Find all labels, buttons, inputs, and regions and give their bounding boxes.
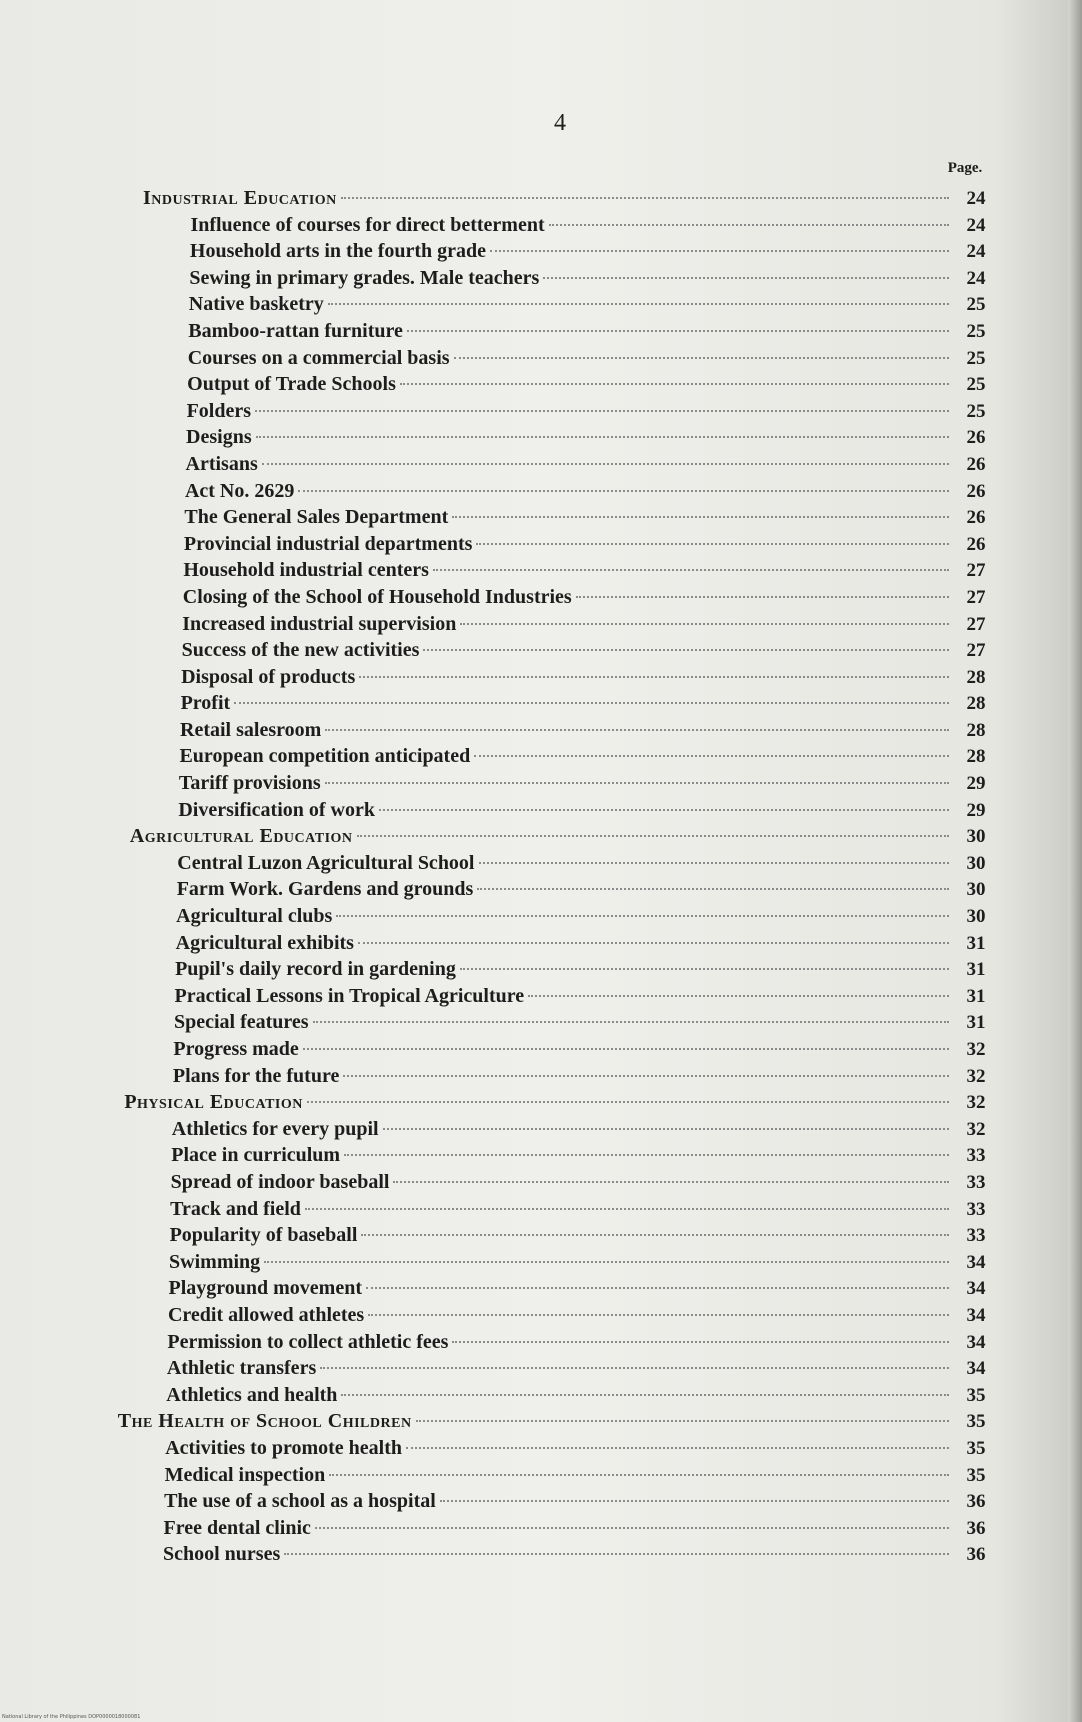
dot-leader [320, 1367, 949, 1369]
toc-entry-row [115, 613, 995, 640]
toc-page-number: 27 [966, 560, 986, 582]
dot-leader [407, 330, 949, 332]
toc-entry-title: Spread of indoor baseball [170, 1170, 390, 1193]
toc-entry-title: Special features [173, 1011, 309, 1034]
dot-leader [400, 383, 949, 385]
dot-leader [477, 888, 949, 890]
dot-leader [361, 1234, 949, 1236]
toc-entry-row [115, 719, 995, 746]
toc-entry-title: Provincial industrial departments [183, 532, 473, 555]
toc-entry-row [115, 1517, 995, 1544]
toc-page-number: 24 [966, 267, 986, 289]
toc-section-title: Agricultural Education [129, 825, 353, 848]
toc-entry-title: Folders [186, 399, 252, 422]
toc-entry-title: Medical inspection [164, 1463, 326, 1486]
toc-entry-row [115, 1224, 995, 1251]
toc-page-number: 30 [966, 852, 986, 874]
toc-entry-row [115, 878, 995, 905]
dot-leader [329, 1474, 949, 1476]
toc-page-number: 26 [966, 507, 986, 529]
dot-leader [307, 1101, 949, 1103]
toc-entry-title: Increased industrial supervision [182, 612, 457, 635]
toc-page-number: 24 [966, 188, 986, 209]
toc-page-number: 25 [966, 347, 986, 369]
dot-leader [325, 782, 949, 784]
toc-entry-title: Success of the new activities [181, 639, 420, 662]
toc-entry-title: Diversification of work [178, 798, 375, 821]
toc-page-number: 32 [966, 1118, 986, 1140]
toc-entry-title: Place in curriculum [171, 1144, 341, 1167]
toc-entry-title: Designs [186, 426, 252, 449]
toc-entry-title: Central Luzon Agricultural School [177, 851, 475, 874]
toc-page-number: 30 [966, 826, 986, 848]
dot-leader [284, 1553, 949, 1555]
toc-page-number: 33 [966, 1198, 986, 1220]
toc-entry-title: Athletic transfers [166, 1357, 317, 1380]
toc-page-number: 31 [966, 959, 986, 981]
page-column-header: Page. [947, 160, 983, 176]
toc-page-number: 26 [966, 480, 986, 502]
dot-leader [474, 755, 949, 757]
toc-page-number: 27 [966, 640, 986, 662]
dot-leader [368, 1314, 949, 1316]
toc-page-number: 32 [966, 1092, 986, 1114]
toc-page-number: 35 [966, 1384, 986, 1406]
toc-entry-row [115, 1464, 995, 1491]
toc-entry-title: Household industrial centers [183, 559, 429, 582]
toc-entry-title: Bamboo-rattan furniture [188, 319, 403, 342]
toc-entry-row [115, 985, 995, 1012]
toc-entry-title: Tariff provisions [178, 772, 321, 795]
dot-leader [234, 702, 949, 704]
toc-page-number: 29 [966, 799, 986, 821]
toc-entry-row [115, 1144, 995, 1171]
toc-page-number: 35 [966, 1437, 986, 1459]
dot-leader [423, 649, 949, 651]
toc-page-number: 26 [966, 453, 986, 475]
toc-section-row [115, 1410, 995, 1437]
toc-entry-title: The use of a school as a hospital [164, 1490, 436, 1513]
toc-page-number: 25 [966, 400, 986, 422]
dot-leader [406, 1447, 949, 1449]
toc-page-number: 36 [966, 1544, 986, 1566]
toc-entry-title: Pupil's daily record in gardening [175, 958, 456, 981]
dot-leader [490, 250, 949, 252]
toc-page-number: 31 [966, 932, 986, 954]
dot-leader [303, 1048, 949, 1050]
toc-entry-row [115, 293, 995, 320]
toc-page-number: 29 [966, 773, 986, 795]
toc-page-number: 31 [966, 985, 986, 1007]
toc-entry-row [115, 745, 995, 772]
toc-entry-row [115, 586, 995, 613]
toc-entry-title: Credit allowed athletes [167, 1303, 365, 1326]
toc-entry-row [115, 453, 995, 480]
toc-section-title: The Health of School Children [117, 1410, 412, 1433]
toc-entry-row [115, 1304, 995, 1331]
dot-leader [460, 623, 949, 625]
dot-leader [313, 1021, 949, 1023]
dot-leader [452, 516, 949, 518]
dot-leader [341, 1394, 949, 1396]
dot-leader [255, 410, 949, 412]
toc-entry-title: Retail salesroom [180, 718, 322, 741]
toc-page-number: 36 [966, 1517, 986, 1539]
toc-page-number: 33 [966, 1225, 986, 1247]
dot-leader [341, 197, 949, 199]
toc-entry-row [115, 1490, 995, 1517]
toc-entry-title: The General Sales Department [184, 506, 449, 529]
toc-entry-title: Plans for the future [172, 1064, 340, 1087]
toc-entry-row [115, 1543, 995, 1570]
dot-leader [460, 968, 949, 970]
toc-page-number: 26 [966, 533, 986, 555]
dot-leader [528, 995, 949, 997]
dot-leader [452, 1341, 949, 1343]
dot-leader [357, 835, 949, 837]
dot-leader [543, 277, 949, 279]
toc-entry-title: Athletics for every pupil [171, 1117, 379, 1140]
toc-page-number: 25 [966, 320, 986, 342]
toc-entry-title: Activities to promote health [165, 1436, 402, 1459]
dot-leader [379, 809, 949, 811]
toc-entry-row [115, 506, 995, 533]
toc-entry-row [115, 799, 995, 826]
toc-page-number: 27 [966, 613, 986, 635]
toc-page-number: 34 [966, 1304, 986, 1326]
toc-entry-row [115, 1011, 995, 1038]
toc-page-number: 26 [966, 427, 986, 449]
toc-section-row [115, 825, 995, 852]
toc-page-number: 34 [966, 1251, 986, 1273]
toc-page-number: 32 [966, 1065, 986, 1087]
toc-entry-title: Artisans [185, 452, 258, 475]
dot-leader [416, 1420, 949, 1422]
toc-page-number: 33 [966, 1145, 986, 1167]
toc-page-number: 30 [966, 879, 986, 901]
toc-page-number: 24 [966, 214, 986, 236]
dot-leader [262, 463, 949, 465]
toc-entry-row [115, 1198, 995, 1225]
toc-page-number: 28 [966, 719, 986, 741]
toc-page-number: 32 [966, 1039, 986, 1060]
toc-entry-title: Swimming [169, 1250, 261, 1273]
dot-leader [298, 490, 949, 492]
toc-entry-title: Progress made [173, 1038, 299, 1060]
toc-entry-title: Output of Trade Schools [187, 373, 396, 396]
dot-leader [479, 862, 950, 864]
toc-entry-title: Profit [180, 692, 231, 715]
toc-entry-row [115, 1357, 995, 1384]
toc-page-number: 24 [966, 241, 986, 263]
toc-entry-title: Influence of courses for direct betterment [190, 213, 545, 236]
toc-entry-title: Disposal of products [181, 665, 356, 688]
toc-page-number: 33 [966, 1171, 986, 1193]
toc-entry-row [115, 852, 995, 879]
toc-page-number: 36 [966, 1491, 986, 1513]
toc-entry-title: Closing of the School of Household Industries [182, 585, 572, 608]
toc-entry-title: Permission to collect athletic fees [167, 1330, 449, 1353]
toc-page-number: 25 [966, 374, 986, 396]
toc-entry-row [115, 240, 995, 267]
toc-page-number: 30 [966, 906, 986, 928]
toc-entry-row [115, 1038, 995, 1065]
toc-entry-row [115, 639, 995, 666]
toc-entry-row [115, 426, 995, 453]
dot-leader [264, 1261, 949, 1263]
dot-leader [305, 1208, 949, 1210]
toc-section-row [115, 1091, 995, 1118]
toc-page-number: 34 [966, 1331, 986, 1353]
dot-leader [433, 569, 949, 571]
dot-leader [343, 1075, 949, 1077]
toc-entry-row [115, 559, 995, 586]
toc-entry-row [115, 772, 995, 799]
dot-leader [383, 1128, 949, 1130]
toc-entry-title: Agricultural exhibits [175, 931, 354, 954]
toc-entry-title: European competition anticipated [179, 745, 471, 768]
toc-page-number: 25 [966, 294, 986, 316]
toc-entry-row [115, 533, 995, 560]
toc-page-number: 34 [966, 1358, 986, 1380]
toc-entry-title: Playground movement [168, 1277, 362, 1300]
toc-entry-title: School nurses [163, 1543, 281, 1566]
toc-entry-row [115, 1384, 995, 1411]
toc-entry-row [115, 958, 995, 985]
toc-page-number: 31 [966, 1012, 986, 1034]
toc-section-row [115, 187, 995, 214]
toc-entry-title: Practical Lessons in Tropical Agriculture [174, 984, 525, 1007]
dot-leader [454, 357, 949, 359]
toc-entry-row [115, 1277, 995, 1304]
toc-entry-row [115, 373, 995, 400]
toc-entry-row [115, 347, 995, 374]
toc-entry-title: Native basketry [188, 293, 324, 316]
dot-leader [336, 915, 949, 917]
page-number: 4 [554, 110, 566, 136]
toc-entry-row [115, 214, 995, 241]
toc-page-number: 28 [966, 746, 986, 768]
dot-leader [256, 436, 949, 438]
toc-entry-title: Household arts in the fourth grade [189, 240, 487, 263]
toc-entry-row [115, 1251, 995, 1278]
toc-entry-title: Agricultural clubs [176, 905, 333, 928]
dot-leader [366, 1287, 949, 1289]
toc-entry-title: Track and field [170, 1197, 301, 1220]
toc-entry-row [115, 1437, 995, 1464]
toc-page-number: 28 [966, 693, 986, 715]
dot-leader [476, 543, 949, 545]
dot-leader [393, 1181, 949, 1183]
toc-entry-row [115, 1065, 995, 1092]
toc-page-number: 34 [966, 1278, 986, 1300]
dot-leader [344, 1154, 949, 1156]
toc-entry-title: Athletics and health [166, 1383, 338, 1406]
toc-section-title: Industrial Education [143, 187, 337, 209]
table-of-contents [115, 187, 995, 1570]
toc-page-number: 35 [966, 1464, 986, 1486]
toc-entry-row [115, 480, 995, 507]
toc-entry-row [115, 905, 995, 932]
dot-leader [576, 596, 949, 598]
dot-leader [315, 1527, 949, 1529]
toc-entry-row [115, 1171, 995, 1198]
dot-leader [440, 1500, 949, 1502]
toc-page-number: 35 [966, 1411, 986, 1433]
toc-page-number: 28 [966, 666, 986, 688]
toc-entry-row [115, 692, 995, 719]
toc-entry-row [115, 666, 995, 693]
toc-entry-row [115, 400, 995, 427]
toc-entry-title: Farm Work. Gardens and grounds [176, 878, 474, 901]
dot-leader [358, 942, 949, 944]
toc-entry-title: Act No. 2629 [184, 479, 295, 502]
toc-entry-row [115, 267, 995, 294]
toc-entry-row [115, 932, 995, 959]
footer-text: National Library of the Philippines DOP0000018000081 [2, 1714, 141, 1720]
toc-page-number: 27 [966, 586, 986, 608]
page-edge-shadow [1068, 0, 1082, 1722]
toc-entry-row [115, 1118, 995, 1145]
toc-section-title: Physical Education [124, 1091, 303, 1114]
toc-entry-title: Popularity of baseball [169, 1224, 358, 1247]
toc-entry-row [115, 1331, 995, 1358]
dot-leader [325, 729, 949, 731]
toc-entry-title: Free dental clinic [163, 1516, 311, 1539]
dot-leader [549, 224, 949, 226]
toc-entry-title: Courses on a commercial basis [187, 346, 450, 369]
toc-entry-row [115, 320, 995, 347]
dot-leader [328, 303, 949, 305]
dot-leader [359, 676, 949, 678]
toc-entry-title: Sewing in primary grades. Male teachers [189, 266, 540, 289]
